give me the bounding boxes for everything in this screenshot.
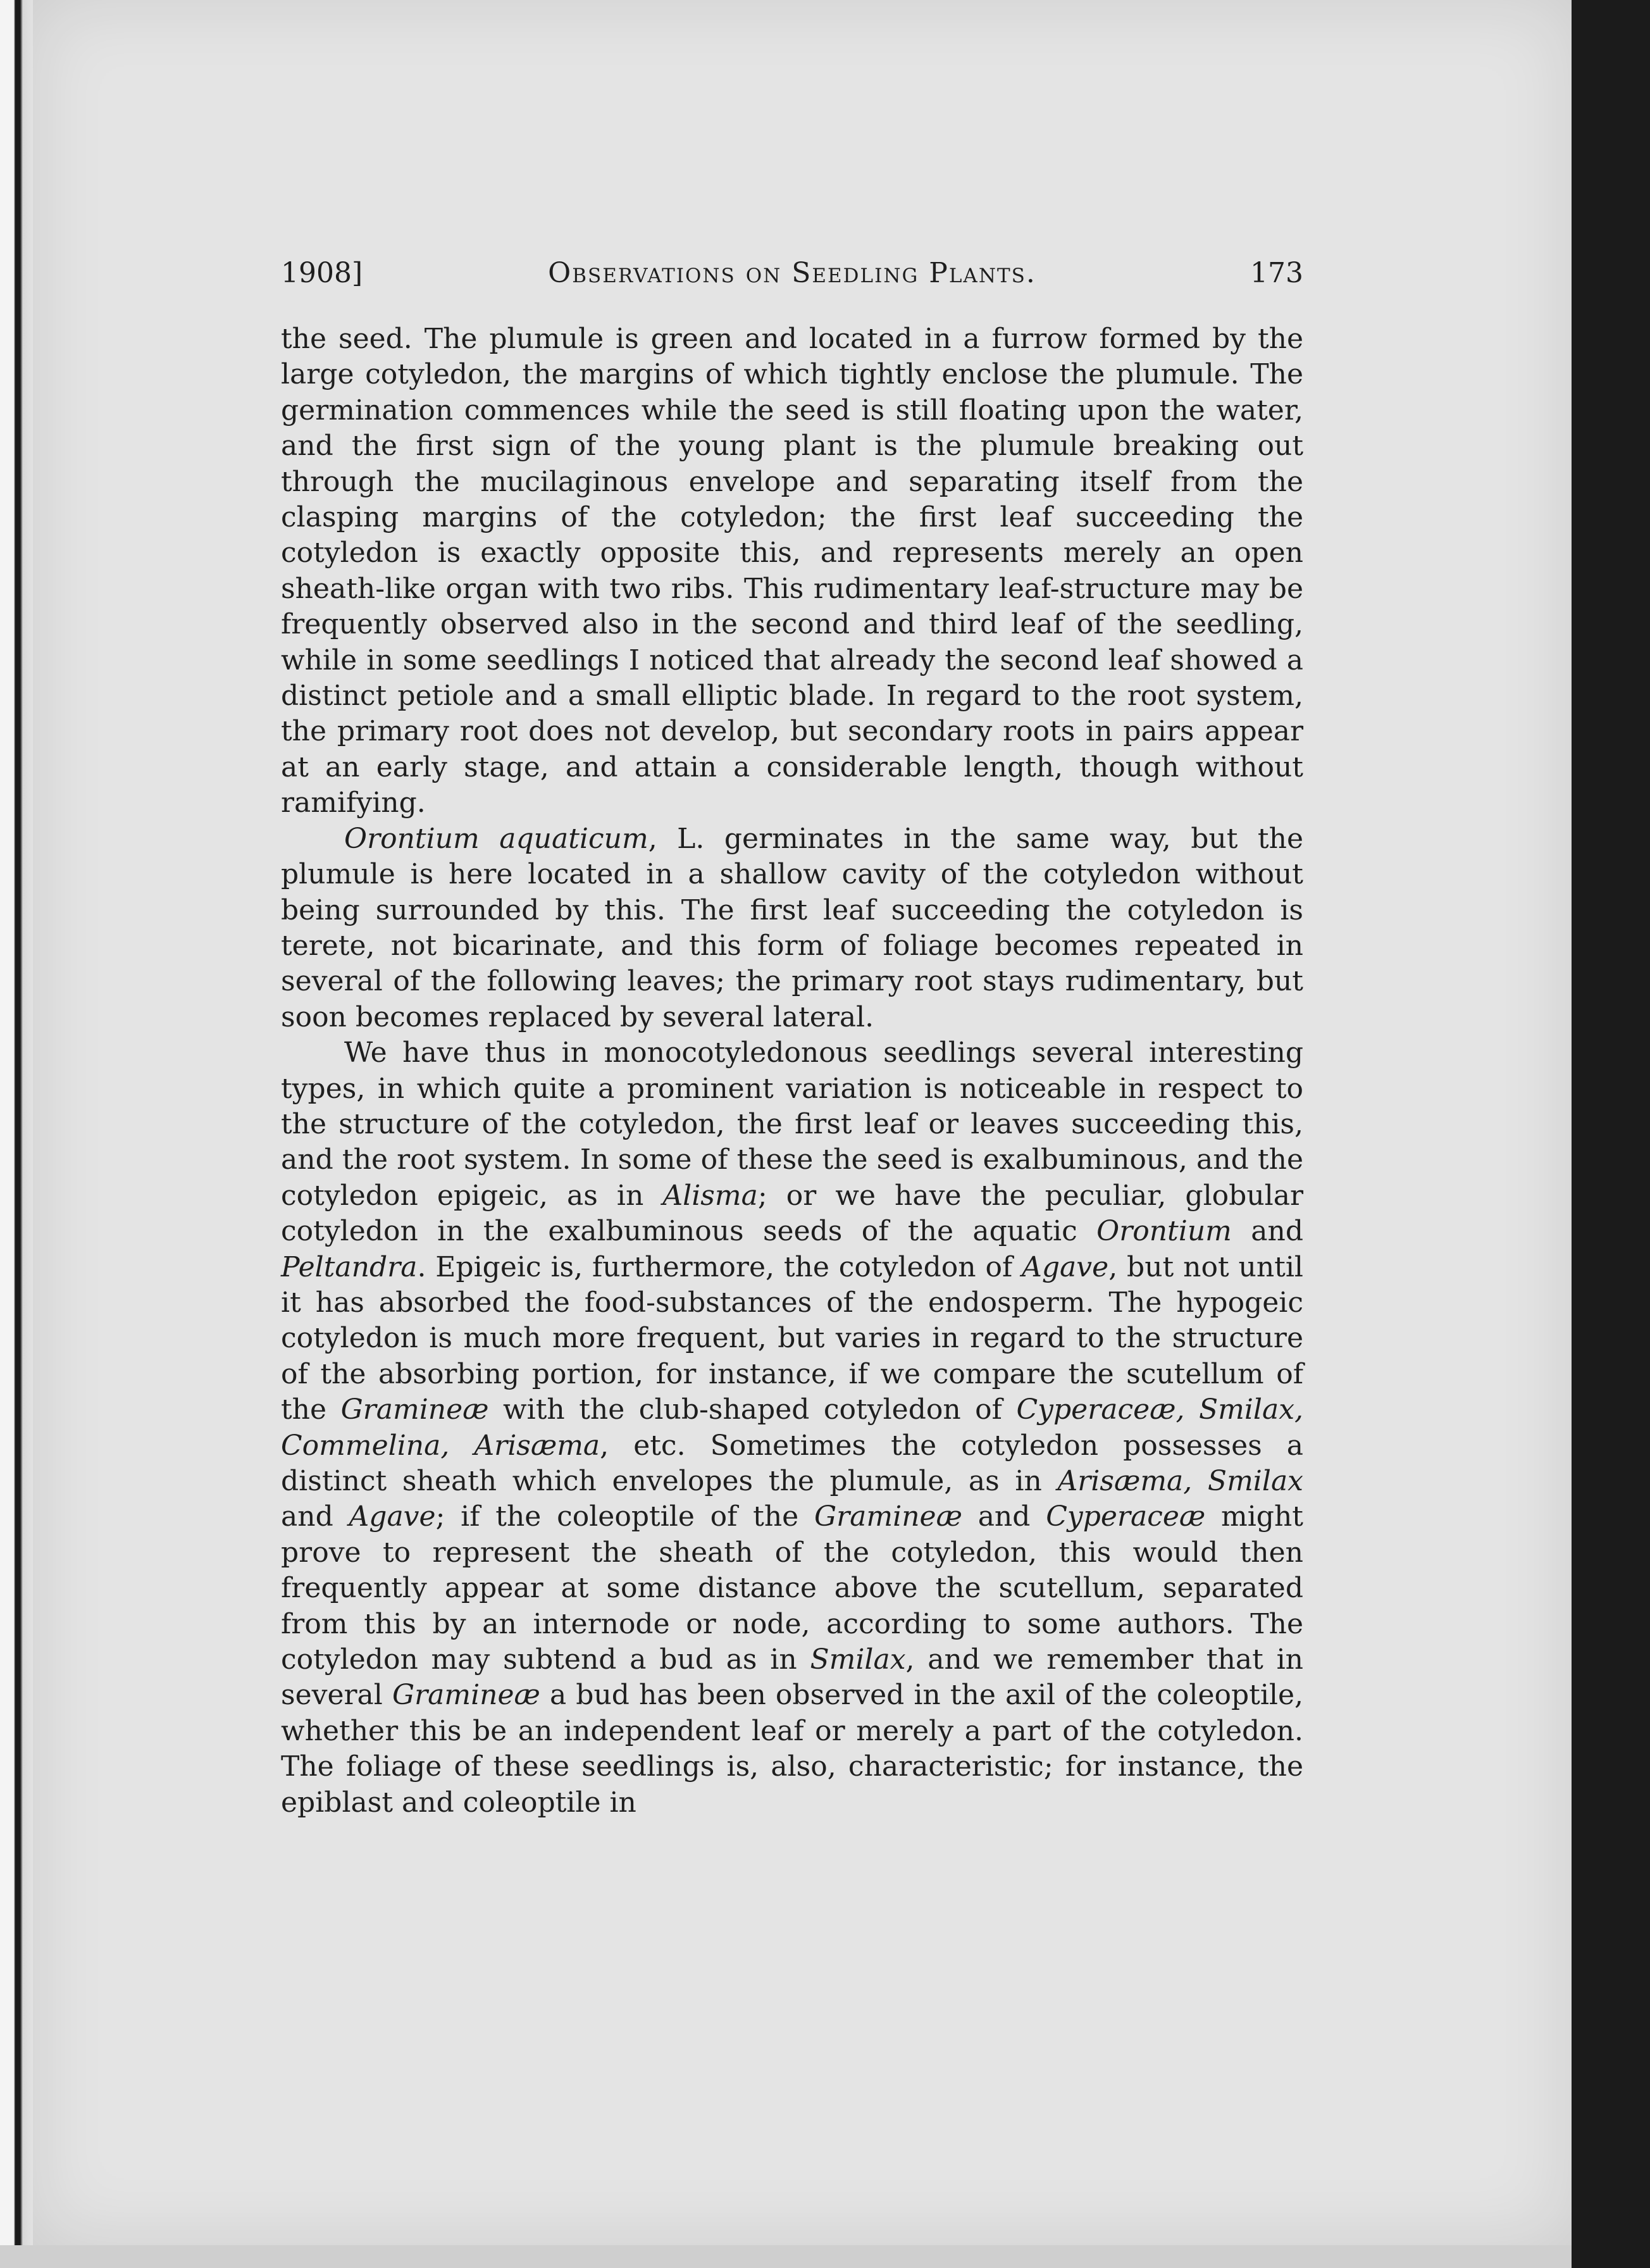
italic-text-run: Smilax [810, 1643, 906, 1676]
italic-text-run: Alisma [662, 1179, 758, 1212]
page-number: 173 [1250, 257, 1303, 289]
body-text [281, 321, 1303, 1821]
scan-left-edge [0, 0, 33, 2268]
text-run: with the club-shaped cotyledon of [488, 1393, 1017, 1426]
italic-text-run: Agave [349, 1500, 436, 1533]
text-run: , L. germinates in the same way, but the plumule is here located in a shallow cavity of the cotyledon without being surrounded by this. The first leaf succeeding the cotyledon is terete, not bicarinate, and this form of foliage becomes repeated in several of the following leaves; the primary root stays rudimentary, but soon becomes replaced by several lateral. [281, 822, 1303, 1033]
text-run: , and we remember that in several [281, 1643, 1303, 1712]
scan-bottom-edge [0, 2245, 1572, 2268]
italic-text-run: Cyperaceæ [1046, 1500, 1206, 1533]
italic-text-run: Gramineæ [814, 1500, 962, 1533]
italic-text-run: Peltandra [281, 1250, 418, 1283]
body-paragraph [281, 1035, 1303, 1821]
text-run: and [1231, 1215, 1303, 1248]
running-header [281, 254, 1303, 292]
text-run: We have thus in monocotyledonous seedlings several interesting types, in which quite a prominent variation is noticeable in respect to the structure of the cotyledon, the first leaf or leaves succeeding this, and the root system. In some of these the seed is exalbuminous, and the cotyledon epigeic, as in [281, 1037, 1303, 1212]
text-run: might prove to represent the sheath of the cotyledon, this would then frequently appear at some distance above the scutellum, separated from this by an internode or node, according to some authors. The cotyledon may subtend a bud as in [281, 1500, 1303, 1676]
scan-background [1572, 0, 1650, 2268]
italic-text-run: Gramineæ [392, 1679, 540, 1712]
italic-text-run: Gramineæ [340, 1393, 489, 1426]
body-paragraph [281, 321, 1303, 821]
body-paragraph [281, 821, 1303, 1035]
text-run: a bud has been observed in the axil of the coleoptile, whether this be an independent leaf or merely a part of the cotyledon. The foliage of these seedlings is, also, characteristic; for instance, the epiblast and coleoptile in [281, 1679, 1303, 1819]
text-run: ; or we have the peculiar, globular cotyledon in the exalbuminous seeds of the aquatic [281, 1179, 1304, 1248]
text-run: the seed. The plumule is green and located in a furrow formed by the large cotyledon, the margins of which tightly enclose the plumule. The germination commences while the seed is still floating upon the water, and the first sign of the young plant is the plumule breaking out through the mucilaginous envelope and separating itself from the clasping margins of the cotyledon; the first leaf succeeding the cotyledon is exactly opposite this, and represents merely an open sheath-like organ with two ribs. This rudimentary leaf-structure may be frequently observed also in the second and third leaf of the seedling, while in some seedlings I noticed that already the second leaf showed a distinct petiole and a small elliptic blade. In regard to the root system, the primary root does not develop, but secondary roots in pairs appear at an early stage, and attain a considerable length, though without ramifying. [281, 323, 1303, 819]
page-content [281, 254, 1303, 1821]
text-run: , etc. Sometimes the cotyledon possesses a distinct sheath which envelopes the plumule, as in [281, 1429, 1303, 1497]
italic-text-run: Cyperaceæ, Smilax, Commelina, Arisæma [281, 1393, 1304, 1462]
italic-text-run: Orontium [1096, 1215, 1232, 1248]
italic-text-run: Orontium aquaticum [344, 822, 648, 855]
text-run: , but not until it has absorbed the food-substances of the endosperm. The hypogeic cotyledon is much more frequent, but varies in regard to the structure of the absorbing portion, for instance, if we compare the scutellum of the [281, 1250, 1303, 1426]
text-run: ; if the coleoptile of the [435, 1500, 814, 1533]
text-run: and [962, 1500, 1046, 1533]
header-year: 1908] [281, 257, 363, 289]
italic-text-run: Agave [1022, 1250, 1109, 1283]
text-run: . Epigeic is, furthermore, the cotyledon of [417, 1250, 1022, 1283]
running-title: Observations on Seedling Plants. [548, 257, 1036, 289]
text-run: and [281, 1500, 349, 1533]
italic-text-run: Arisæma, Smilax [1057, 1465, 1303, 1497]
